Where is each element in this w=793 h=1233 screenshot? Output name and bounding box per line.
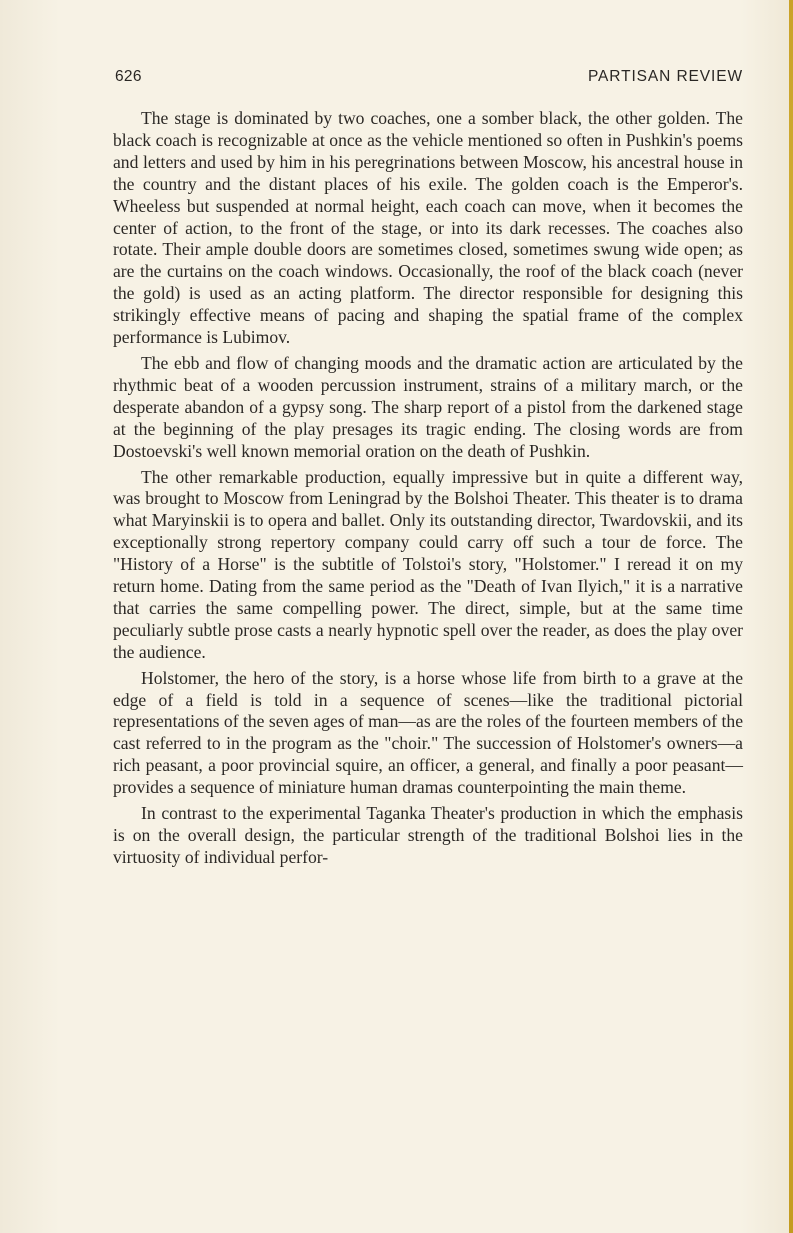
- paragraph-5: In contrast to the experimental Taganka Theater's production in which the emphasis is on the overall design, the particular strength of the traditional Bolshoi lies in the virtuosity of individual perfor-: [113, 803, 743, 867]
- page-header: [115, 68, 743, 92]
- paragraph-2: The ebb and flow of changing moods and the dramatic action are articulated by the rhythmic beat of a wooden percussion instrument, strains of a military march, or the desperate abandon of a gypsy song. The sharp report of a pistol from the darkened stage at the beginning of the play presages its tragic ending. The closing words are from Dostoevski's well known memorial oration on the death of Pushkin.: [113, 352, 743, 461]
- body-text: [113, 108, 743, 873]
- page-number: 626: [115, 68, 142, 85]
- paragraph-3: The other remarkable production, equally impressive but in quite a different way, was brought to Moscow from Leningrad by the Bolshoi Theater. This theater is to drama what Maryinskii is to opera and ballet. Only its outstanding director, Twardovskii, and its exceptionally strong repertory company could carry off such a tour de force. The "History of a Horse" is the subtitle of Tolstoi's story, "Holstomer." I reread it on my return home. Dating from the same period as the "Death of Ivan Ilyich," it is a narrative that carries the same compelling power. The direct, simple, but at the same time peculiarly subtle prose casts a nearly hypnotic spell over the reader, as does the play over the audience.: [113, 466, 743, 662]
- page-edge-accent: [789, 0, 793, 1233]
- running-head: PARTISAN REVIEW: [587, 68, 743, 85]
- paragraph-1: The stage is dominated by two coaches, one a somber black, the other golden. The black coach is recognizable at once as the vehicle mentioned so often in Pushkin's poems and letters and used by him in his peregrinations between Moscow, his ancestral house in the country and the distant places of his exile. The golden coach is the Emperor's. Wheeless but suspended at normal height, each coach can move, when it becomes the center of action, to the front of the stage, or into its dark recesses. The coaches also rotate. Their ample double doors are sometimes closed, sometimes swung wide open; as are the curtains on the coach windows. Occasionally, the roof of the black coach (never the gold) is used as an acting platform. The director responsible for designing this strikingly effective means of pacing and shaping the spatial frame of the complex performance is Lubimov.: [113, 108, 743, 348]
- paragraph-4: Holstomer, the hero of the story, is a horse whose life from birth to a grave at the edge of a field is told in a sequence of scenes—like the traditional pictorial representations of the seven ages of man—as are the roles of the fourteen members of the cast referred to in the program as the "choir." The succession of Holstomer's owners—a rich peasant, a poor provincial squire, an officer, a general, and finally a poor peasant—provides a sequence of miniature human dramas counterpointing the main theme.: [113, 667, 743, 798]
